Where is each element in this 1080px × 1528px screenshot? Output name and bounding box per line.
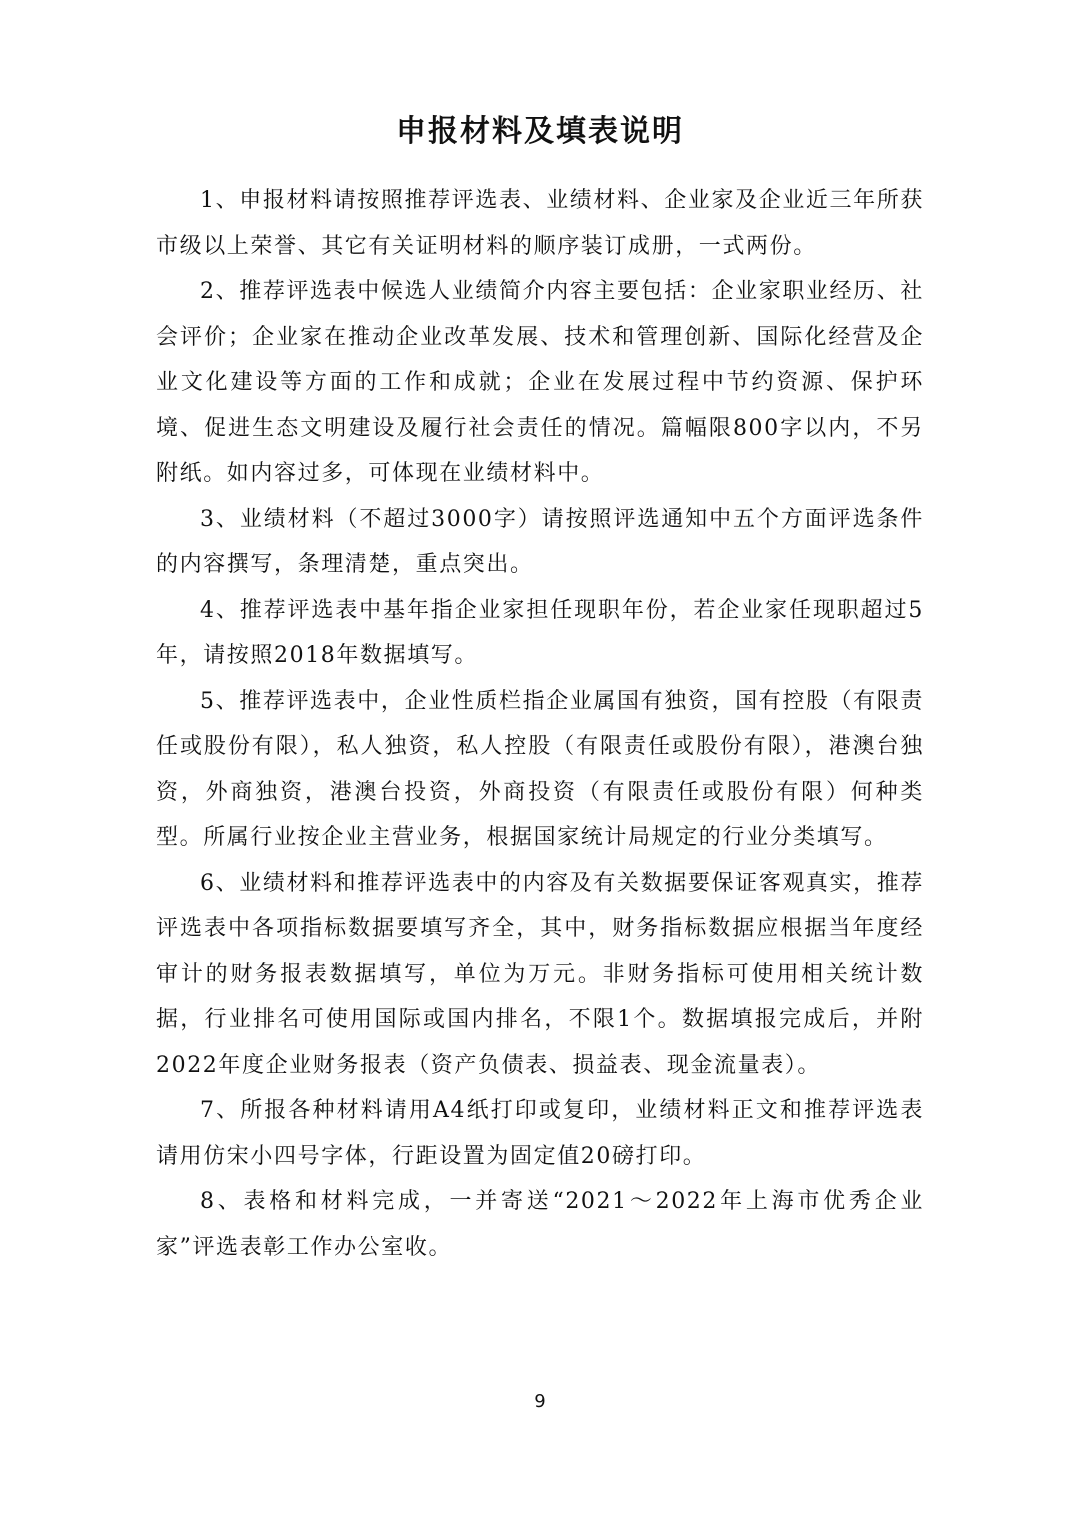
- document-title: 申报材料及填表说明: [396, 114, 684, 149]
- paragraph-5: 5、推荐评选表中，企业性质栏指企业属国有独资，国有控股（有限责任或股份有限），私人独资，私人控股（有限责任或股份有限），港澳台独资，外商独资，港澳台投资，外商投资（有限责任或股份有限）何种类型。所属行业按企业主营业务，根据国家统计局规定的行业分类填写。: [156, 688, 924, 850]
- paragraph-2: 2、推荐评选表中候选人业绩简介内容主要包括：企业家职业经历、社会评价；企业家在推动企业改革发展、技术和管理创新、国际化经营及企业文化建设等方面的工作和成就；企业在发展过程中节约资源、保护环境、促进生态文明建设及履行社会责任的情况。篇幅限800字以内，不另附纸。如内容过多，可体现在业绩材料中。: [156, 279, 924, 486]
- paragraph-8: 8、表格和材料完成，一并寄送“2021～2022年上海市优秀企业家”评选表彰工作办公室收。: [156, 1189, 924, 1260]
- page-number: 9: [534, 1391, 546, 1412]
- paragraph-1: 1、申报材料请按照推荐评选表、业绩材料、企业家及企业近三年所获市级以上荣誉、其它有关证明材料的顺序装订成册，一式两份。: [156, 188, 924, 259]
- paragraph-6: 6、业绩材料和推荐评选表中的内容及有关数据要保证客观真实，推荐评选表中各项指标数据要填写齐全，其中，财务指标数据应根据当年度经审计的财务报表数据填写，单位为万元。非财务指标可使用相关统计数据，行业排名可使用国际或国内排名，不限1个。数据填报完成后，并附2022年度企业财务报表（资产负债表、损益表、现金流量表）。: [156, 870, 924, 1078]
- paragraph-7: 7、所报各种材料请用A4纸打印或复印，业绩材料正文和推荐评选表请用仿宋小四号字体，行距设置为固定值20磅打印。: [156, 1098, 924, 1169]
- paragraph-4: 4、推荐评选表中基年指企业家担任现职年份，若企业家任现职超过5年，请按照2018年数据填写。: [156, 597, 924, 668]
- document-body: [156, 178, 924, 1270]
- paragraph-3: 3、业绩材料（不超过3000字）请按照评选通知中五个方面评选条件的内容撰写，条理清楚，重点突出。: [156, 506, 924, 577]
